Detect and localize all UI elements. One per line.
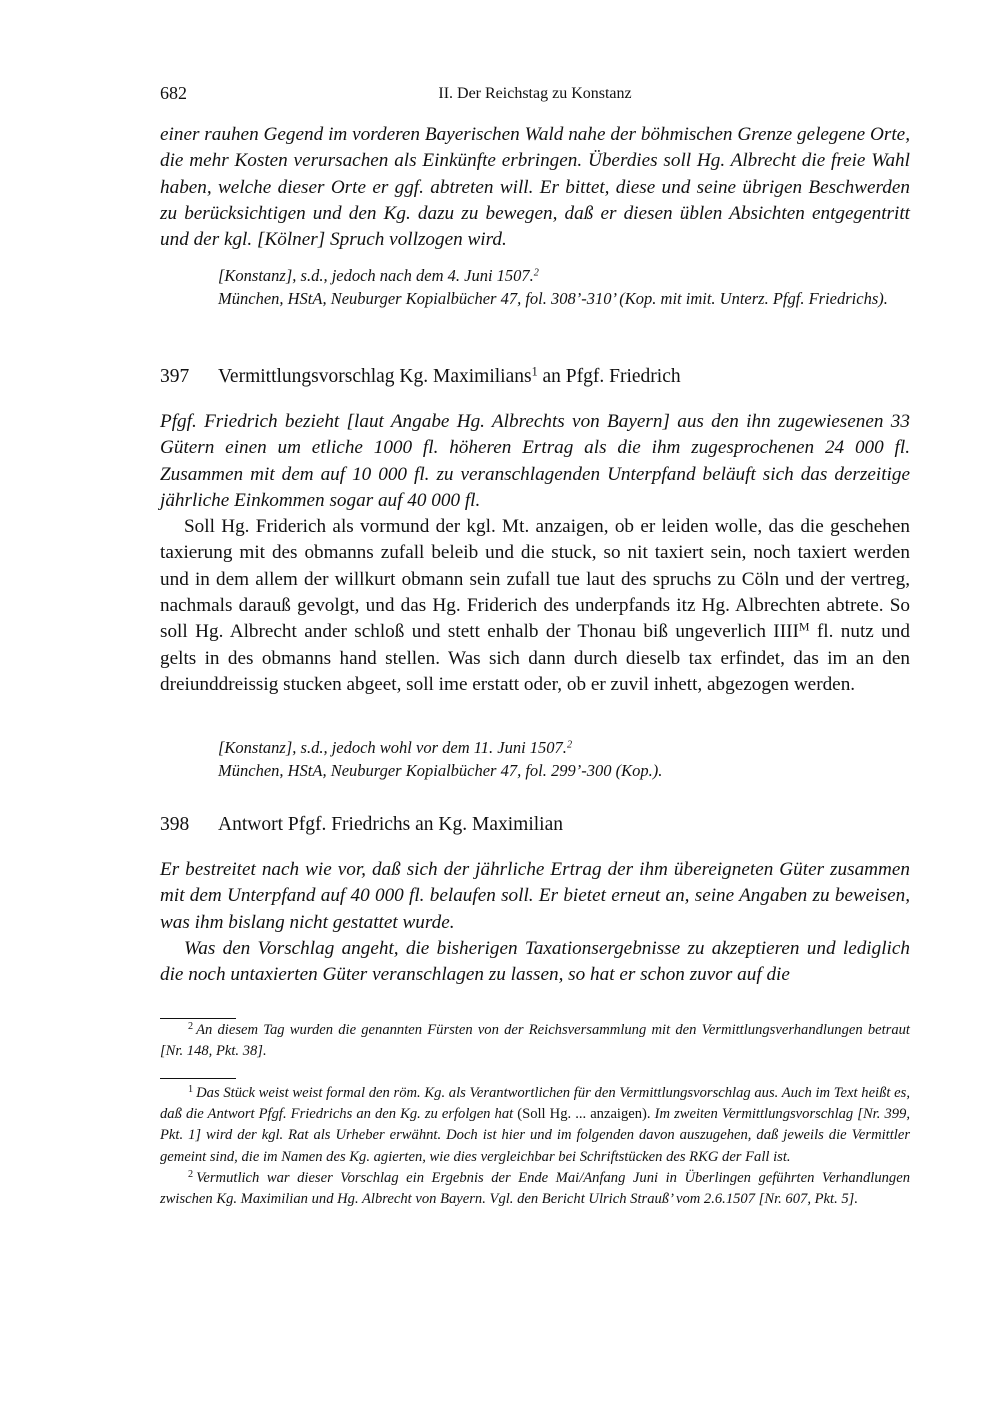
date-line (160, 736, 910, 759)
regest-paragraph: Er bestreitet nach wie vor, daß sich der jährliche Ertrag der ihm übereigneten Güter zusammen mit dem Unterpfand auf 40 000 fl. belaufen soll. Er bietet erneut an, seine Angaben zu beweisen, was ihm bislang nicht gestattet wurde. (160, 859, 910, 933)
document-398-heading (160, 814, 910, 836)
document-title: Vermittlungsvorschlag Kg. Maximilians (218, 366, 532, 387)
page-number: 682 (160, 83, 187, 103)
document-397-heading (160, 366, 910, 388)
source-line: München, HStA, Neuburger Kopialbücher 47, fol. 299’-300 (Kop.). (218, 761, 663, 780)
footnote-text: Im zweiten Vermittlungsvorschlag [Nr. 399, Pkt. 1] wird der kgl. Rat als Urheber erwähnt. Doch ist hier und im folgenden davon auszugehen, daß jeweils die Vermittler gemeint sind, die im Namen des Kg. agierten, wie dies vergleichbar bei Schriftstücken des RKG der Fall ist. (160, 1106, 910, 1165)
footnote-ref: 2 (533, 267, 539, 279)
document-number: 397 (160, 366, 190, 387)
footnote-text: Vermutlich war dieser Vorschlag ein Ergebnis der Ende Mai/Anfang Juni in Überlingen geführten Verhandlungen zwischen Kg. Maximilian und Hg. Albrecht von Bayern. Vgl. den Bericht Ulrich Strauß’ vom 2.6.1507 [Nr. 607, Pkt. 5]. (160, 1169, 910, 1208)
running-head (160, 83, 910, 107)
footnote-mark: 2 (188, 1169, 194, 1181)
date-text: [Konstanz], s.d., jedoch wohl vor dem 11. Juni 1507. (218, 738, 567, 757)
footnotes-previous-document (160, 1020, 910, 1062)
continuation-regest: einer rauhen Gegend im vorderen Bayerischen Wald nahe der böhmischen Grenze gelegene Orte, die mehr Kosten verursachen als Einkünfte erbringen. Überdies soll Hg. Albrecht die freie Wahl haben, welche dieser Orte er ggf. abtreten will. Er bittet, diese und seine übrigen Beschwerden zu berücksichtigen und den Kg. dazu zu bewegen, daß er diesen üblen Absichten entgegentritt und der kgl. [Kölner] Spruch vollzogen wird. (160, 124, 910, 251)
footnote-ref: 1 (531, 364, 538, 379)
document-heading (160, 366, 910, 388)
footnote-mark: 2 (188, 1021, 194, 1033)
document-title: Antwort Pfgf. Friedrichs an Kg. Maximilian (218, 814, 563, 835)
footnote-ref: 2 (566, 739, 573, 751)
footnote (160, 1083, 910, 1168)
regest-paragraph: Was den Vorschlag angeht, die bisherigen Taxationsergebnisse zu akzeptieren und lediglich die noch untaxierten Güter veranschlagen zu lassen, so hat er schon zuvor auf die (160, 937, 910, 986)
document-397-metadata (160, 736, 910, 782)
footnote-text: Das Stück weist weist formal den röm. Kg. als Verantwortlichen für den Vermittlungsvorschlag aus. Auch im Text heißt es, daß die Antwort Pfgf. Friedrichs an den Kg. zu erfolgen hat (160, 1085, 910, 1123)
footnote-rule (160, 1078, 236, 1079)
date-line (160, 264, 910, 287)
footnote-quote: (Soll Hg. ... anzaigen). (517, 1106, 651, 1123)
footnotes-document-397 (160, 1083, 910, 1210)
footnote-rule (160, 1018, 236, 1019)
running-title: II. Der Reichstag zu Konstanz (438, 85, 632, 102)
footnote-text: An diesem Tag wurden die genannten Fürsten von der Reichsversammlung mit den Vermittlungsverhandlungen betraut [Nr. 148, Pkt. 38]. (160, 1022, 910, 1060)
source-text-part: Soll Hg. Friderich als vormund der kgl. Mt. anzaigen, ob er leiden wolle, das die geschehen taxierung mit des obmanns zufall beleib und die stuck, so nit taxiert sein, noch taxiert werden und in dem allem der willkurt obmann sein zufall tue laut des spruchs zu Cöln und der vertreg, nachmals darauß gevolgt, und das Hg. Friderich des underpfands itz Hg. Albrechten abtrete. So soll Hg. Albrecht ander schloß und stett enhalb der Thonau biß ungeverlich IIII (160, 516, 910, 643)
source-text (160, 514, 910, 698)
source-text-part: fl. nutz und gelts in des obmanns hand stellen. Was sich dann durch dieselb tax erfindet, das im an den dreiunddreissig stucken abgeet, soll ime erstatt oder, ob er zuvil inhett, abgezogen werden. (160, 621, 910, 695)
document-heading (160, 814, 910, 836)
regest: Pfgf. Friedrich bezieht [laut Angabe Hg. Albrechts von Bayern] aus den ihn zugewiesenen 33 Gütern einen um etliche 1000 fl. höheren Ertrag als die ihm zugesprochenen 24 000 fl. Zusammen mit dem auf 10 000 fl. zu veranschlagenden Unterpfand beläuft sich das derzeitige jährliche Einkommen sogar auf 40 000 fl. (160, 411, 910, 511)
footnote-mark: 1 (188, 1084, 194, 1096)
previous-document-continuation (160, 122, 910, 253)
roman-thousand-sup: M (798, 619, 810, 634)
document-398-body (160, 857, 910, 988)
source-line: München, HStA, Neuburger Kopialbücher 47, fol. 308’-310’ (Kop. mit imit. Unterz. Pfgf. Friedrichs). (218, 289, 888, 308)
previous-document-metadata (160, 264, 910, 310)
footnote (160, 1168, 910, 1210)
footnote (160, 1020, 910, 1062)
document-title-rest: an Pfgf. Friedrich (537, 366, 681, 387)
document-397-body (160, 409, 910, 698)
date-text: [Konstanz], s.d., jedoch nach dem 4. Juni 1507. (218, 266, 534, 285)
document-number: 398 (160, 814, 190, 835)
